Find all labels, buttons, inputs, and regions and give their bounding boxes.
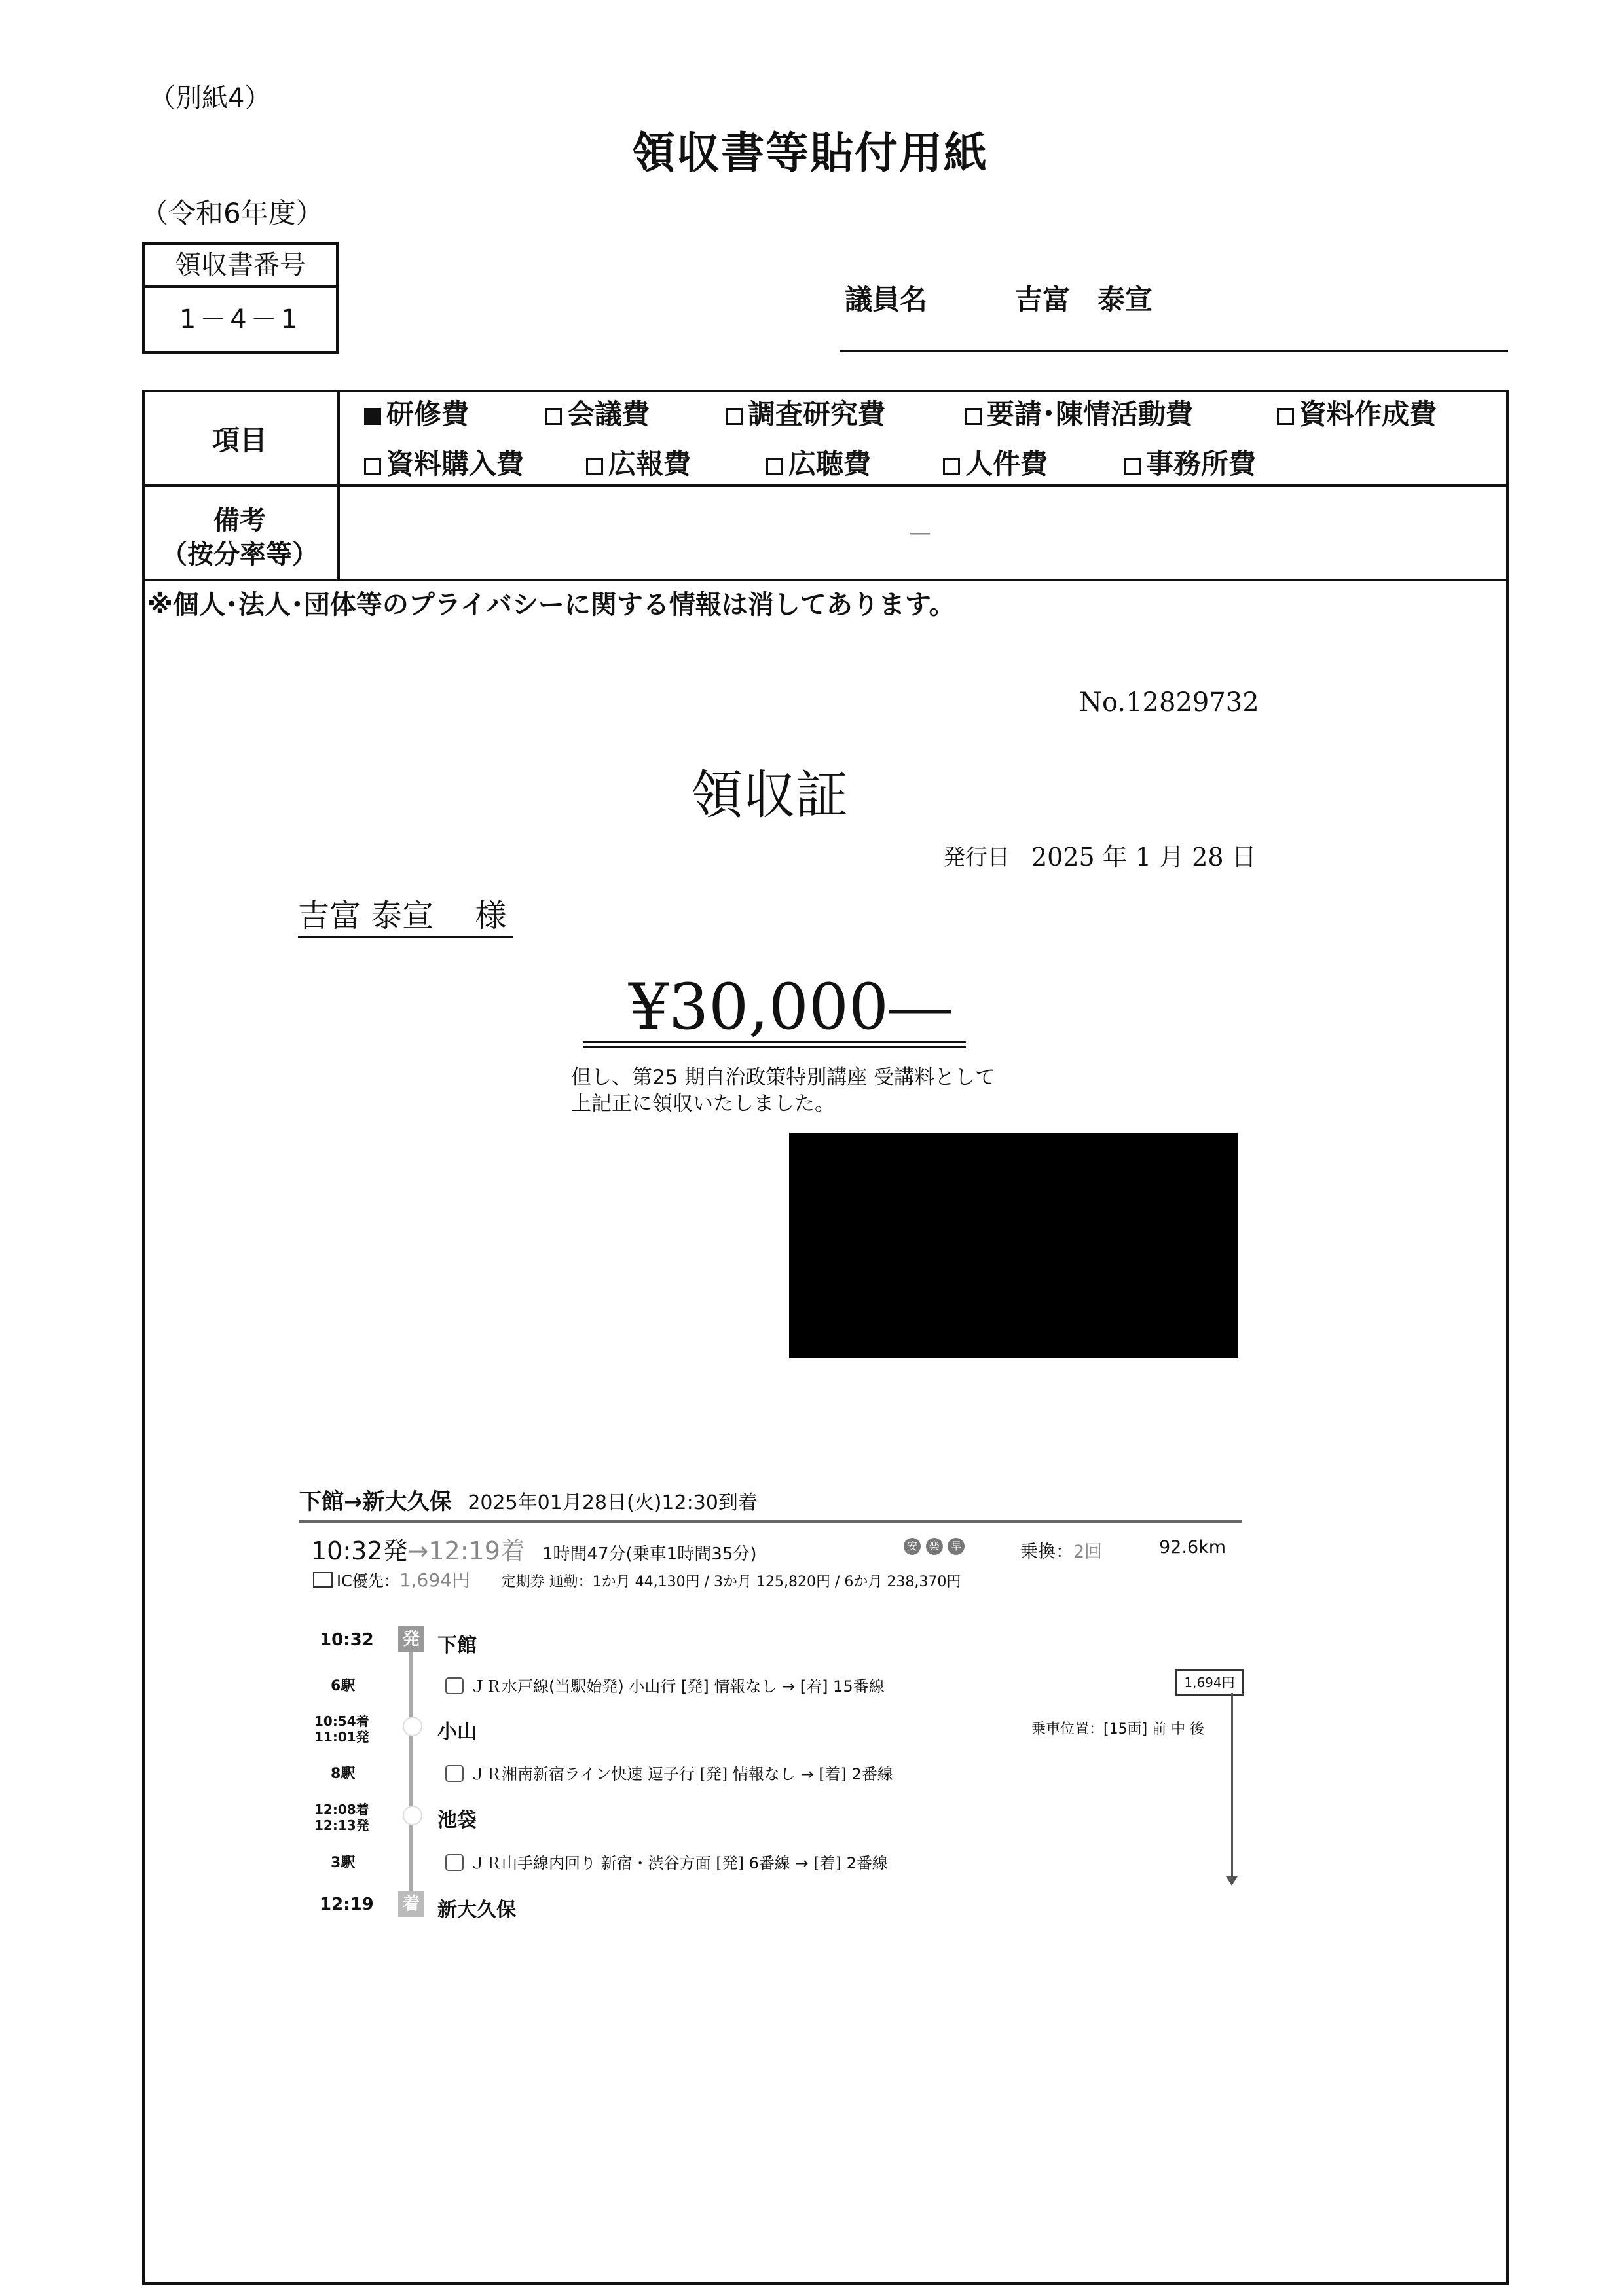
receipt-note-line1: 但し、第25 期自治政策特別講座 受講料として: [571, 1066, 996, 1089]
leg: [445, 1673, 885, 1696]
arrival-time: 10:54着: [314, 1713, 369, 1729]
member-label: 議員名: [845, 283, 928, 316]
divider: [142, 579, 1509, 581]
category-koho[interactable]: [586, 443, 691, 482]
route-arrival-date: 2025年01月28日(火)12:30到着: [468, 1491, 758, 1514]
category-label: 資料作成費: [1299, 398, 1437, 430]
category-shiryo-konyu[interactable]: [364, 443, 524, 482]
leg-text: ＪＲ山手線内回り 新宿・渋谷方面 [発] 6番線 → [着] 2番線: [470, 1854, 888, 1872]
category-yosei[interactable]: [965, 393, 1193, 432]
train-icon: [445, 1765, 464, 1782]
leg-station-count: 6駅: [331, 1678, 356, 1694]
route-header: [299, 1484, 758, 1516]
member-underline: [840, 350, 1508, 352]
category-kocho[interactable]: [766, 443, 871, 482]
checkbox[interactable]: [545, 408, 562, 425]
issue-date-label: 発行日: [943, 845, 1010, 871]
receipt-title: 領収証: [691, 765, 848, 826]
distance: 92.6km: [1159, 1537, 1227, 1558]
arrow-down-icon: [1226, 1876, 1238, 1886]
checkbox[interactable]: [726, 408, 743, 425]
category-label: 人件費: [965, 448, 1048, 480]
category-jinken[interactable]: [943, 443, 1048, 482]
member-name: 吉富 泰宣: [1015, 283, 1153, 316]
departure-time: 12:13発: [314, 1817, 369, 1833]
leg: [445, 1850, 888, 1873]
amount-underline: [583, 1041, 966, 1043]
route-title: 下館→新大久保: [299, 1489, 452, 1515]
checkbox[interactable]: [766, 458, 783, 475]
ic-card-icon: [313, 1572, 333, 1588]
category-kaigi[interactable]: [545, 393, 650, 432]
train-icon: [445, 1854, 464, 1871]
issue-date: 2025 年 1 月 28 日: [1031, 843, 1257, 871]
route-badges: [904, 1535, 965, 1555]
category-label: 調査研究費: [748, 398, 886, 430]
raku-icon: 楽: [926, 1538, 943, 1555]
category-label: 資料購入費: [386, 448, 525, 480]
attachment-label: （別紙4）: [149, 83, 271, 113]
receipt-number-box: [142, 242, 339, 354]
transfer-info: [1020, 1537, 1102, 1563]
checkbox[interactable]: [364, 458, 381, 475]
remarks-value: －: [907, 520, 933, 550]
receipt-amount: ¥30,000―: [629, 970, 951, 1044]
depart-time: 10:32発: [311, 1537, 408, 1565]
arrive-time: →12:19着: [407, 1537, 525, 1565]
divider: [142, 484, 1509, 487]
ic-fare: 1,694円: [399, 1569, 471, 1591]
arrive-marker: 着: [398, 1891, 424, 1917]
train-icon: [445, 1677, 464, 1694]
category-kenshu[interactable]: [364, 393, 469, 432]
category-label: 研修費: [386, 398, 470, 430]
stop-times: [314, 1802, 369, 1833]
category-chosa[interactable]: [726, 393, 885, 432]
category-label: 要請･陳情活動費: [987, 398, 1194, 430]
page-title: 領収書等貼付用紙: [632, 128, 988, 178]
departure-time: 11:01発: [314, 1729, 369, 1745]
duration: 1時間47分(乗車1時間35分): [542, 1544, 757, 1564]
fare-badge: 1,694円: [1175, 1669, 1244, 1696]
checkbox[interactable]: [965, 408, 982, 425]
redaction-box: [789, 1133, 1238, 1358]
stop-times: [314, 1713, 369, 1745]
amount-underline: [583, 1046, 966, 1048]
yasui-icon: 安: [904, 1538, 921, 1555]
checkbox[interactable]: [1124, 458, 1141, 475]
leg-station-count: 3駅: [331, 1855, 356, 1871]
stop-dot: [403, 1717, 422, 1736]
route-summary: [311, 1531, 757, 1567]
checkbox[interactable]: [586, 458, 603, 475]
leg-text: ＪＲ水戸線(当駅始発) 小山行 [発] 情報なし → [着] 15番線: [470, 1677, 885, 1696]
leg: [445, 1761, 893, 1784]
transfer-label: 乗換：: [1020, 1542, 1073, 1562]
fare-bracket-line: [1231, 1693, 1233, 1879]
timeline-line: [409, 1640, 413, 1915]
receipt-number-label: 領収書番号: [145, 245, 336, 288]
hayai-icon: 早: [948, 1538, 965, 1555]
receipt-number-value: 1－4－1: [179, 304, 302, 335]
stop-time: 12:19: [320, 1895, 374, 1914]
depart-marker: 発: [398, 1626, 424, 1652]
privacy-note: ※個人･法人･団体等のプライバシーに関する情報は消してあります。: [147, 590, 955, 620]
checkbox[interactable]: [1277, 408, 1294, 425]
receipt-number: No.12829732: [1079, 687, 1259, 718]
category-shiryo-sakusei[interactable]: [1277, 393, 1437, 432]
remarks-label: 備考: [213, 505, 266, 536]
stop-name: 池袋: [437, 1809, 477, 1832]
leg-text: ＪＲ湘南新宿ライン快速 逗子行 [発] 情報なし → [着] 2番線: [470, 1765, 893, 1783]
category-label: 広報費: [608, 448, 692, 480]
stop-name: 下館: [437, 1634, 477, 1657]
fare-line: [313, 1566, 961, 1592]
stop-dot: [403, 1806, 422, 1825]
category-label: 会議費: [567, 398, 650, 430]
checkbox[interactable]: [943, 458, 960, 475]
car-position: 乗車位置：[15両] 前 中 後: [1031, 1721, 1205, 1738]
divider: [337, 390, 340, 580]
ic-label: IC優先：: [337, 1572, 399, 1590]
remarks-sublabel: （按分率等）: [161, 539, 318, 570]
fiscal-year: （令和6年度）: [141, 197, 323, 229]
stop-name: 新大久保: [437, 1899, 516, 1922]
stop-name: 小山: [437, 1721, 477, 1743]
receipt-note-line2: 上記正に領収いたしました。: [571, 1092, 835, 1116]
payee-name: 吉富 泰宣 様: [298, 890, 513, 938]
arrival-time: 12:08着: [314, 1802, 369, 1817]
category-jimusho[interactable]: [1124, 443, 1256, 482]
route-header-rule: [299, 1520, 1242, 1523]
leg-station-count: 8駅: [331, 1766, 356, 1782]
stop-time: 10:32: [320, 1630, 374, 1650]
commuter-pass: 定期券 通勤：1か月 44,130円 / 3か月 125,820円 / 6か月 238,370円: [501, 1574, 961, 1590]
checkbox-checked[interactable]: [364, 408, 381, 425]
category-label: 事務所費: [1146, 448, 1257, 480]
item-label: 項目: [212, 424, 267, 456]
transfer-count: 2回: [1073, 1542, 1103, 1562]
category-label: 広聴費: [788, 448, 872, 480]
